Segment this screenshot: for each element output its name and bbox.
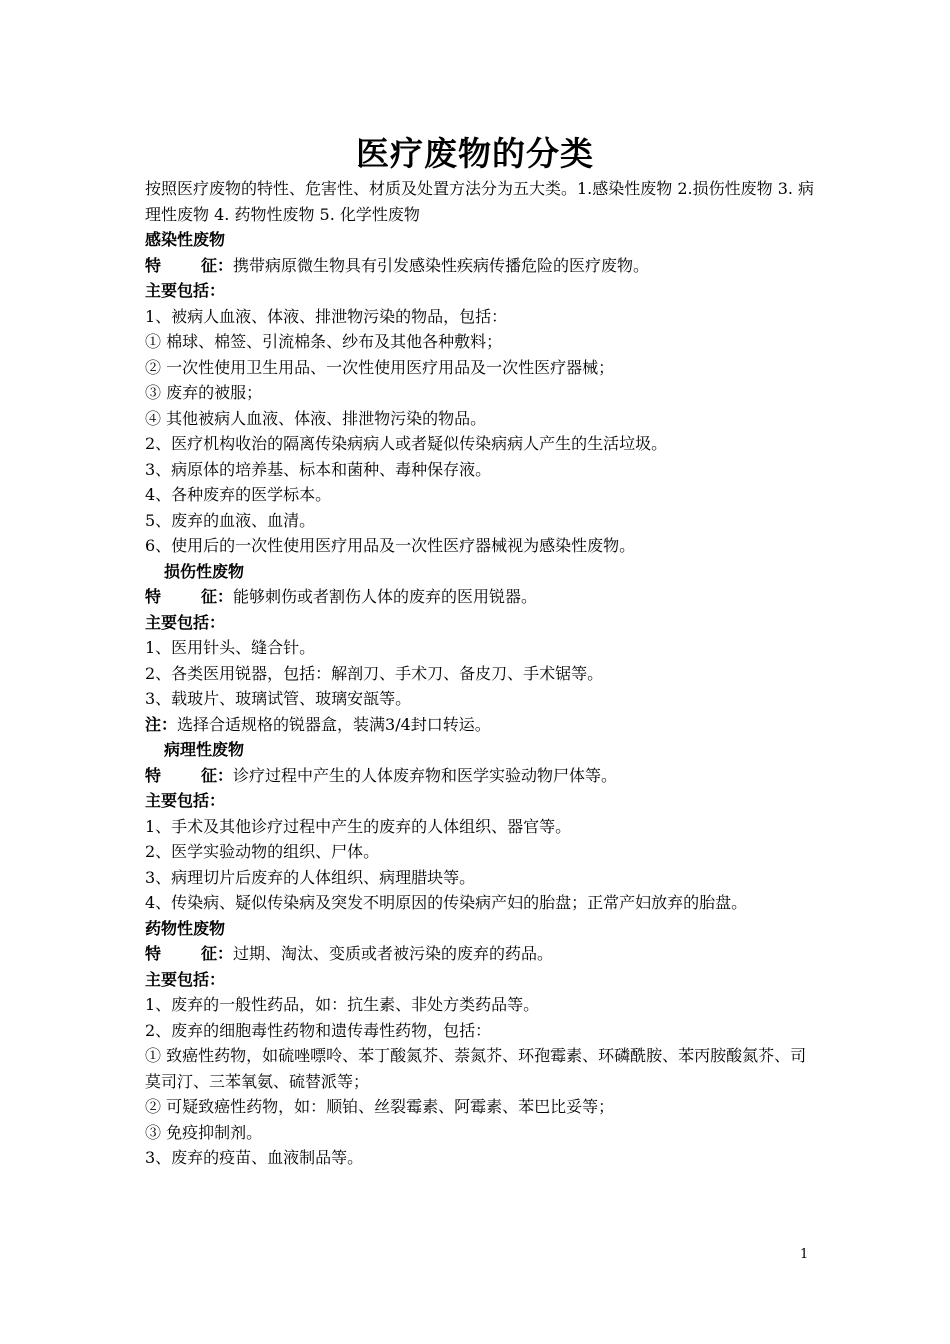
includes-label: 主要包括： <box>145 969 226 989</box>
intro-paragraph: 按照医疗废物的特性、危害性、材质及处置方法分为五大类。1.感染性废物 2.损伤性废物 3. 病理性废物 4. 药物性废物 5. 化学性废物 <box>145 179 815 224</box>
feature-line <box>145 253 815 279</box>
list-item: 3、病原体的培养基、标本和菌种、毒种保存液。 <box>145 459 492 479</box>
list-item: ③ 废弃的被服； <box>145 383 263 402</box>
list-item: 2、医学实验动物的组织、尸体。 <box>145 842 380 861</box>
list-item: 3、病理切片后废弃的人体组织、病理腊块等。 <box>145 867 476 887</box>
list-item: ② 可疑致癌性药物，如：顺铂、丝裂霉素、阿霉素、苯巴比妥等； <box>145 1097 615 1116</box>
document-body <box>145 176 815 1171</box>
list-item: 6、使用后的一次性使用医疗用品及一次性医疗器械视为感染性废物。 <box>145 536 636 555</box>
includes-label: 主要包括： <box>145 791 226 810</box>
section-heading-pharmaceutical: 药物性废物 <box>145 918 226 938</box>
feature-text: 携带病原微生物具有引发感染性疾病传播危险的医疗废物。 <box>233 255 650 275</box>
feature-line <box>145 941 815 967</box>
feature-label-zheng: 征： <box>201 587 234 606</box>
includes-label: 主要包括： <box>145 612 226 632</box>
page-title: 医疗废物的分类 <box>356 134 594 173</box>
feature-text: 诊疗过程中产生的人体废弃物和医学实验动物尸体等。 <box>233 765 618 785</box>
list-item: ② 一次性使用卫生用品、一次性使用医疗用品及一次性医疗器械； <box>145 357 615 377</box>
feature-line <box>145 584 815 610</box>
list-item: 1、废弃的一般性药品，如：抗生素、非处方类药品等。 <box>145 995 540 1014</box>
note-text: 选择合适规格的锐器盒，装满3/4封口转运。 <box>177 714 491 734</box>
list-item: 1、手术及其他诊疗过程中产生的废弃的人体组织、器官等。 <box>145 816 572 836</box>
feature-label-te: 特 <box>145 765 162 785</box>
list-item: 3、废弃的疫苗、血液制品等。 <box>145 1148 364 1167</box>
list-item: 1、被病人血液、体液、排泄物污染的物品，包括： <box>145 306 508 326</box>
list-item: 4、传染病、疑似传染病及突发不明原因的传染病产妇的胎盘；正常产妇放弃的胎盘。 <box>145 893 748 912</box>
list-item: ① 棉球、棉签、引流棉条、纱布及其他各种敷料； <box>145 332 503 351</box>
list-item: ③ 免疫抑制剂。 <box>145 1122 263 1142</box>
list-item: 2、废弃的细胞毒性药物和遗传毒性药物，包括： <box>145 1020 492 1040</box>
feature-label-te: 特 <box>145 944 162 963</box>
feature-label-te: 特 <box>145 255 162 275</box>
list-item: 4、各种废弃的医学标本。 <box>145 485 332 504</box>
section-heading-infectious: 感染性废物 <box>145 230 226 249</box>
feature-text: 过期、淘汰、变质或者被污染的废弃的药品。 <box>233 944 554 963</box>
feature-label-zheng: 征： <box>201 255 234 275</box>
section-heading-injurious: 损伤性废物 <box>164 561 245 581</box>
list-item: ④ 其他被病人血液、体液、排泄物污染的物品。 <box>145 408 487 428</box>
page-number: 1 <box>800 1247 809 1262</box>
list-item: 2、各类医用锐器，包括：解剖刀、手术刀、备皮刀、手术锯等。 <box>145 663 604 683</box>
includes-label: 主要包括： <box>145 281 226 300</box>
note-line <box>145 712 815 738</box>
feature-label-zheng: 征： <box>201 944 234 963</box>
feature-line <box>145 763 815 789</box>
feature-text: 能够刺伤或者割伤人体的废弃的医用锐器。 <box>233 587 538 606</box>
list-item: ① 致癌性药物，如硫唑嘌呤、苯丁酸氮芥、萘氮芥、环孢霉素、环磷酰胺、苯丙胺酸氮芥、司莫司汀、三苯氧氨、硫替派等； <box>145 1046 807 1091</box>
list-item: 3、载玻片、玻璃试管、玻璃安瓿等。 <box>145 689 412 708</box>
section-heading-pathological: 病理性废物 <box>164 740 245 759</box>
list-item: 1、医用针头、缝合针。 <box>145 638 316 657</box>
note-label: 注： <box>145 714 178 734</box>
list-item: 2、医疗机构收治的隔离传染病病人或者疑似传染病病人产生的生活垃圾。 <box>145 434 668 453</box>
feature-label-zheng: 征： <box>201 765 234 785</box>
feature-label-te: 特 <box>145 587 162 606</box>
list-item: 5、废弃的血液、血清。 <box>145 510 316 530</box>
